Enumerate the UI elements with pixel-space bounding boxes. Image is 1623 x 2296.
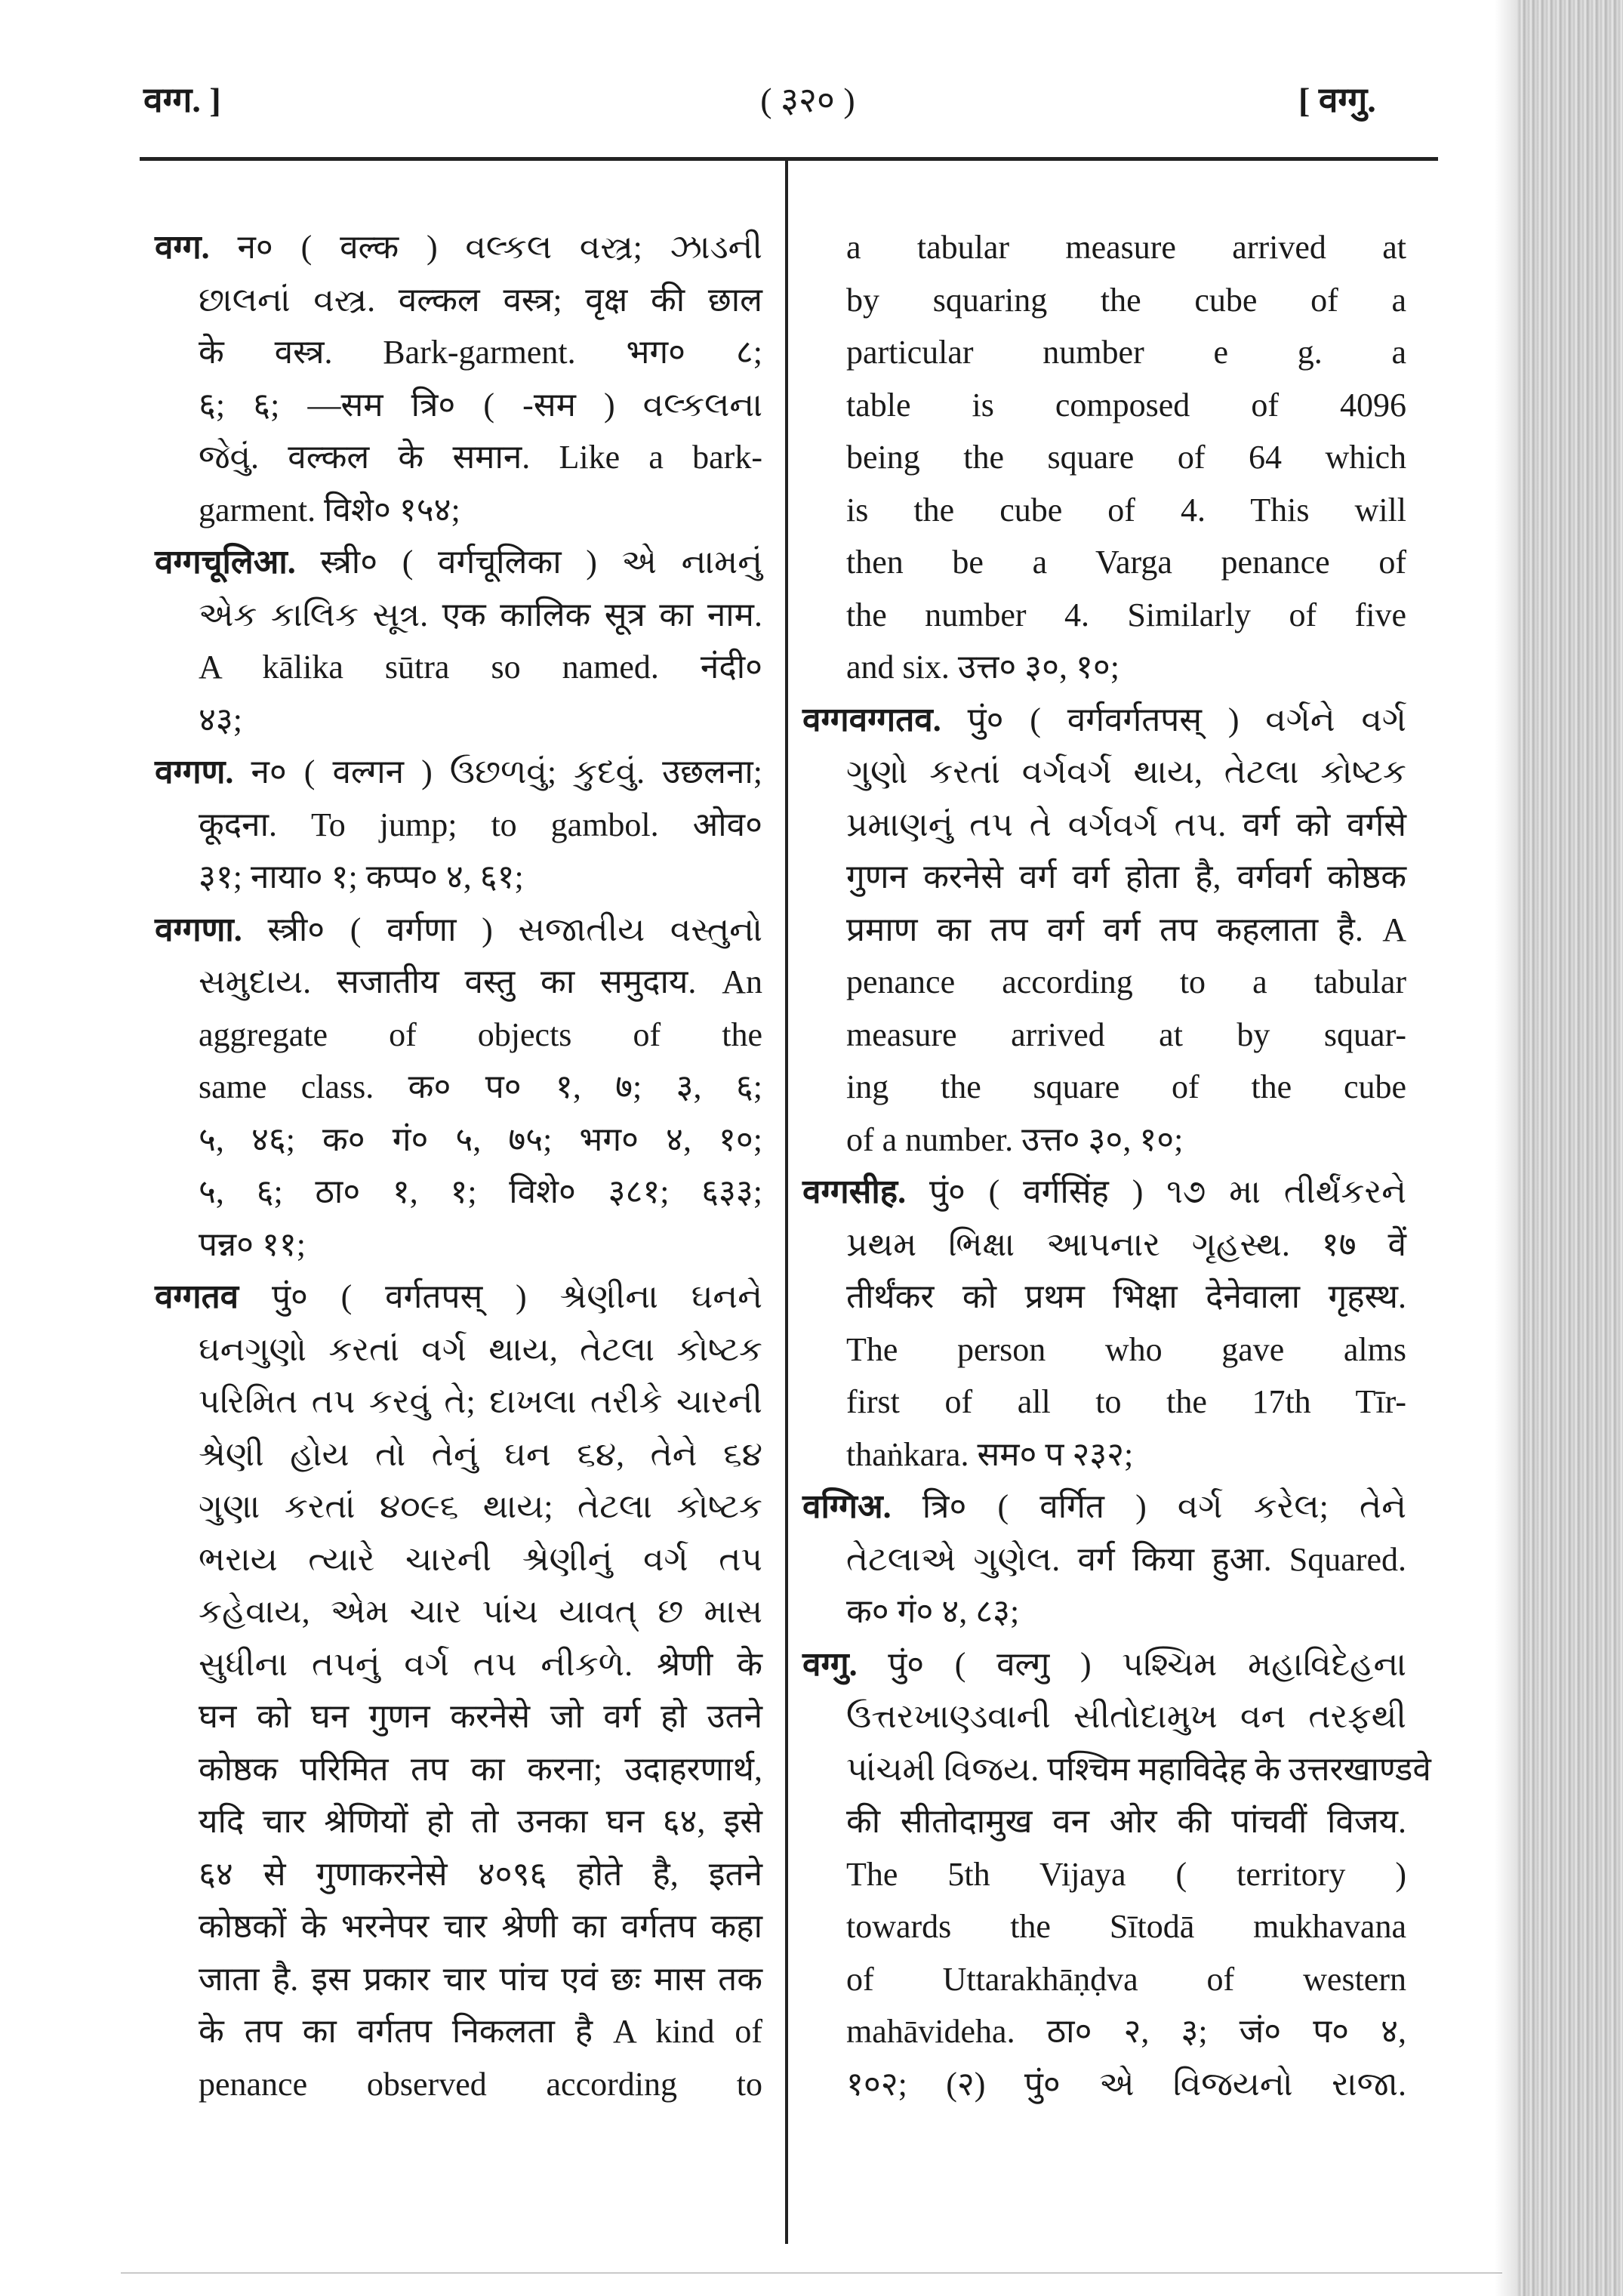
entry-line	[802, 1219, 1406, 1271]
entry-text: न० ( वल्गन ) ઉછળવું; કુદવું. उछलना;	[251, 754, 762, 791]
entry-text: and six. उत्त० ३०, १०;	[846, 649, 1120, 686]
entry-text: towards the Sītodā mukhavana	[846, 1908, 1406, 1945]
entry-line	[155, 1219, 762, 1271]
entry-line	[155, 274, 762, 327]
entry-text: એક કાલિક સૂત્ર. एक कालिक सूत्र का नाम.	[199, 596, 762, 633]
dictionary-entry	[155, 536, 762, 746]
entry-text: a tabular measure arrived at	[846, 229, 1406, 266]
entry-line	[802, 1271, 1406, 1324]
page-number: ( ३२० )	[760, 81, 855, 119]
dictionary-entry	[802, 1166, 1406, 1481]
entry-text: घन को घन गुणन करनेसे जो वर्ग हो उतने	[199, 1698, 762, 1735]
headword: वग्गणा.	[155, 911, 242, 948]
entry-line	[802, 1795, 1406, 1848]
entry-line	[155, 1061, 762, 1114]
entry-text: The 5th Vijaya ( territory )	[846, 1855, 1406, 1893]
entry-text: ભરાય ત્યારે ચારની શ્રેણીનું વર્ગ તપ	[199, 1540, 762, 1578]
entry-line	[802, 851, 1406, 904]
entry-text: पुं० ( वल्गु ) પશ્ચિમ મહાવિદેહના	[888, 1645, 1406, 1683]
entry-text: पुं० ( वर्गसिंह ) ૧૭ મા તીર્થંકરને	[929, 1173, 1406, 1210]
scanned-page-edge	[1517, 0, 1623, 2296]
entry-text: ગુણા કરતાં ૪૦૯૬ થાય; તેટલા કોષ્ટક	[199, 1488, 762, 1525]
entry-text: તેટલાએ ગુણેલ. वर्ग किया हुआ. Squared.	[846, 1540, 1406, 1578]
page-edge-shadow	[1495, 0, 1517, 2296]
entry-line	[802, 1166, 1406, 1219]
entry-text: measure arrived at by squar-	[846, 1015, 1406, 1053]
entry-line	[155, 956, 762, 1009]
entry-text: कोष्ठक परिमित तप का करना; उदाहरणार्थ,	[199, 1750, 762, 1788]
entry-line	[802, 1953, 1406, 2006]
entry-text: same class. क० प० १, ७; ३, ६;	[199, 1068, 762, 1105]
entry-text: ing the square of the cube	[846, 1068, 1406, 1105]
entry-line	[802, 641, 1406, 694]
entry-line	[802, 536, 1406, 589]
entry-text: of a number. उत्त० ३०, १०;	[846, 1120, 1184, 1158]
header-rule	[140, 157, 1438, 161]
dictionary-entry	[155, 904, 762, 1271]
entry-text: thaṅkara. सम० प २३२;	[846, 1435, 1134, 1473]
entry-text: जाता है. इस प्रकार चार पांच एवं छः मास तक	[199, 1960, 762, 1998]
headword: वग्गतव	[155, 1278, 239, 1315]
entry-line	[155, 851, 762, 904]
entry-text: ६४ से गुणाकरनेसे ४०९६ होते है, इतने	[199, 1855, 762, 1893]
entry-line	[802, 1061, 1406, 1114]
entry-line	[155, 484, 762, 537]
entry-text: penance according to a tabular	[846, 963, 1406, 1000]
entry-text: स्त्री० ( वर्गचूलिका ) એ નામનું	[320, 544, 762, 581]
header-right-guideword: [ वग्गु.	[1298, 81, 1376, 119]
entry-line	[155, 641, 762, 694]
entry-text: यदि चार श्रेणियों हो तो उनका घन ६४, इसे	[199, 1803, 762, 1840]
entry-text: कोष्ठकों के भरनेपर चार श्रेणी का वर्गतप कहा	[199, 1908, 762, 1945]
entry-line	[802, 1743, 1431, 1796]
entry-line	[802, 2058, 1406, 2111]
entry-line	[802, 746, 1406, 799]
entry-line	[155, 1481, 762, 1533]
headword: वग्गवग्गतव.	[802, 701, 941, 738]
entry-line	[802, 589, 1406, 642]
entry-text: ગુણો કરતાં વર્ગવર્ગ થાય, તેટલા કોષ્ટક	[846, 754, 1406, 791]
entry-line	[802, 1481, 1406, 1533]
entry-text: पन्न० ११;	[199, 1225, 306, 1263]
entry-text: then be a Varga penance of	[846, 544, 1406, 581]
entry-line	[802, 1900, 1406, 1953]
entry-text: की सीतोदामुख वन ओर की पांचवीं विजय.	[846, 1803, 1406, 1840]
headword: वग्गचूलिआ.	[155, 544, 296, 581]
entry-text: ५, ६; ठा० १, १; विशे० ३८१; ६३३;	[199, 1173, 762, 1210]
entry-line	[802, 484, 1406, 537]
entry-line	[802, 274, 1406, 327]
entry-text: पुं० ( वर्गवर्गतपस् ) વર્ગને વર્ગ	[967, 701, 1407, 738]
entry-text: particular number e g. a	[846, 334, 1406, 371]
entry-line	[802, 2005, 1406, 2058]
entry-line	[155, 1428, 762, 1481]
entry-line	[802, 1586, 1406, 1638]
entry-line	[802, 1848, 1406, 1901]
entry-line	[802, 431, 1406, 484]
entry-line	[155, 1533, 762, 1586]
entry-line	[802, 1690, 1406, 1743]
entry-text: स्त्री० ( वर्गणा ) સજાતીય વસ્તુનો	[267, 911, 763, 948]
entry-continuation	[802, 221, 1406, 694]
entry-text: गुणन करनेसे वर्ग वर्ग होता है, वर्गवर्ग कोष्ठक	[846, 858, 1406, 895]
entry-text: penance observed according to	[199, 2065, 762, 2103]
entry-text: સમુદાય. सजातीय वस्तु का समुदाय. An	[199, 963, 762, 1000]
headword: वग्गण.	[155, 754, 234, 791]
entry-line	[155, 1848, 762, 1901]
entry-text: ६; ६; —सम त्रि० ( -सम ) વલ્કલના	[199, 386, 762, 424]
entry-line	[155, 1795, 762, 1848]
entry-line	[155, 1953, 762, 2006]
entry-line	[155, 1638, 762, 1691]
entry-text: સુધીના તપનું વર્ગ તપ નીકળે. श्रेणी के	[199, 1645, 762, 1683]
dictionary-entry	[155, 746, 762, 904]
entry-line	[155, 536, 762, 589]
entry-text: by squaring the cube of a	[846, 281, 1406, 319]
entry-text: न० ( वल्क ) વલ્કલ વસ્ત્ર; ઝાડની	[237, 229, 763, 266]
entry-text: The person who gave alms	[846, 1330, 1406, 1368]
entry-text: के वस्त्र. Bark-garment. भग० ८;	[199, 334, 762, 371]
headword: वग्गसीह.	[802, 1173, 907, 1210]
entry-text: ५, ४६; क० गं० ५, ७५; भग० ४, १०;	[199, 1120, 762, 1158]
entry-line	[802, 1638, 1406, 1691]
entry-text: કહેવાય, એમ ચાર પાંચ યાવત્ છ માસ	[199, 1593, 762, 1630]
entry-text: પાંચમી વિજય. पश्चिम महाविदेह के उत्तरखाण्डवे	[846, 1750, 1431, 1788]
right-column	[802, 221, 1431, 2110]
entry-text: ઉત્તરખાણ્ડવાની સીતોદામુખ વન તરફથી	[846, 1698, 1406, 1735]
entry-line	[155, 589, 762, 642]
entry-line	[155, 431, 762, 484]
entry-text: aggregate of objects of the	[199, 1015, 762, 1053]
entry-line	[155, 1166, 762, 1219]
entry-text: तीर्थंकर को प्रथम भिक्षा देनेवाला गृहस्थ.	[846, 1278, 1406, 1315]
entry-text: ઘનગુણો કરતાં વર્ગ થાય, તેટલા કોષ્ટક	[199, 1330, 762, 1368]
entry-line	[802, 1533, 1406, 1586]
entry-line	[155, 1271, 762, 1324]
entry-line	[155, 746, 762, 799]
entry-text: is the cube of 4. This will	[846, 491, 1406, 529]
header-left-guideword: वग्ग. ]	[143, 81, 221, 119]
entry-text: of Uttarakhāṇḍva of western	[846, 1960, 1406, 1998]
entry-line	[155, 694, 762, 747]
entry-text: के तप का वर्गतप निकलता है A kind of	[199, 2013, 762, 2050]
entry-text: પ્રથમ ભિક્ષા આપનાર ગૃહસ્થ. १७ वें	[846, 1225, 1406, 1263]
entry-line	[155, 1900, 762, 1953]
headword: वग्ग.	[155, 229, 210, 266]
entry-line	[802, 1114, 1406, 1166]
entry-text: क० गं० ४, ८३;	[846, 1593, 1020, 1630]
headword: वग्गु.	[802, 1645, 858, 1683]
entry-line	[802, 1376, 1406, 1428]
entry-line	[802, 379, 1406, 432]
entry-text: પ્રમાણનું તપ તે વર્ગવર્ગ તપ. वर्ग को वर्गसे	[846, 806, 1406, 843]
entry-line	[155, 2058, 762, 2111]
entry-line	[802, 694, 1406, 747]
entry-line	[802, 1009, 1406, 1062]
entry-line	[155, 1324, 762, 1376]
entry-text: पुं० ( वर्गतपस् ) શ્રેણીના ઘનને	[271, 1278, 762, 1315]
entry-line	[155, 1376, 762, 1428]
entry-text: the number 4. Similarly of five	[846, 596, 1406, 633]
headword: वग्गिअ.	[802, 1488, 892, 1525]
dictionary-entry	[155, 221, 762, 536]
entry-line	[802, 799, 1406, 852]
entry-line	[155, 799, 762, 852]
entry-line	[155, 1586, 762, 1638]
entry-line	[802, 1324, 1406, 1376]
entry-text: mahāvideha. ठा० २, ३; जं० प० ४,	[846, 2013, 1406, 2050]
entry-text: garment. विशे० १५४;	[199, 491, 460, 529]
entry-line	[155, 1009, 762, 1062]
entry-text: જેવું. वल्कल के समान. Like a bark-	[199, 439, 762, 476]
left-column	[155, 221, 762, 2110]
dictionary-entry	[802, 1481, 1406, 1638]
entry-text: A kālika sūtra so named. नंदी०	[199, 649, 762, 686]
entry-text: શ્રેણી હોય તો તેનું ઘન ૬૪, તેને ૬૪	[199, 1435, 762, 1473]
entry-line	[802, 1428, 1406, 1481]
entry-text: ४३;	[199, 701, 242, 738]
entry-text: १०२; (२) पुं० એ વિજયનો રાજા.	[846, 2065, 1406, 2103]
entry-text: table is composed of 4096	[846, 386, 1406, 424]
dictionary-entry	[802, 694, 1406, 1166]
entry-text: त्रि० ( वर्गित ) વર્ગ કરેલ; તેને	[922, 1488, 1407, 1525]
entry-line	[155, 2005, 762, 2058]
entry-text: પરિમિત તપ કરવું તે; દાખલા તરીકે ચારની	[199, 1383, 762, 1420]
dictionary-entry	[155, 1271, 762, 2110]
entry-line	[155, 1114, 762, 1166]
entry-text: being the square of 64 which	[846, 439, 1406, 476]
entry-line	[802, 956, 1406, 1009]
entry-line	[802, 221, 1406, 274]
entry-line	[155, 379, 762, 432]
entry-line	[802, 326, 1406, 379]
entry-text: ३१; नाया० १; कप्प० ४, ६१;	[199, 858, 524, 895]
entry-text: first of all to the 17th Tīr-	[846, 1383, 1406, 1420]
entry-line	[155, 1743, 762, 1796]
entry-line	[155, 221, 762, 274]
dictionary-entry	[802, 1638, 1431, 2111]
entry-line	[155, 904, 762, 957]
column-divider	[785, 160, 788, 2244]
entry-text: છાલનાં વસ્ત્ર. वल्कल वस्त्र; वृक्ष की छाल	[199, 281, 762, 319]
entry-line	[155, 1690, 762, 1743]
entry-line	[802, 904, 1406, 957]
entry-text: कूदना. To jump; to gambol. ओव०	[199, 806, 762, 843]
entry-line	[155, 326, 762, 379]
entry-text: प्रमाण का तप वर्ग वर्ग तप कहलाता है. A	[846, 911, 1406, 948]
